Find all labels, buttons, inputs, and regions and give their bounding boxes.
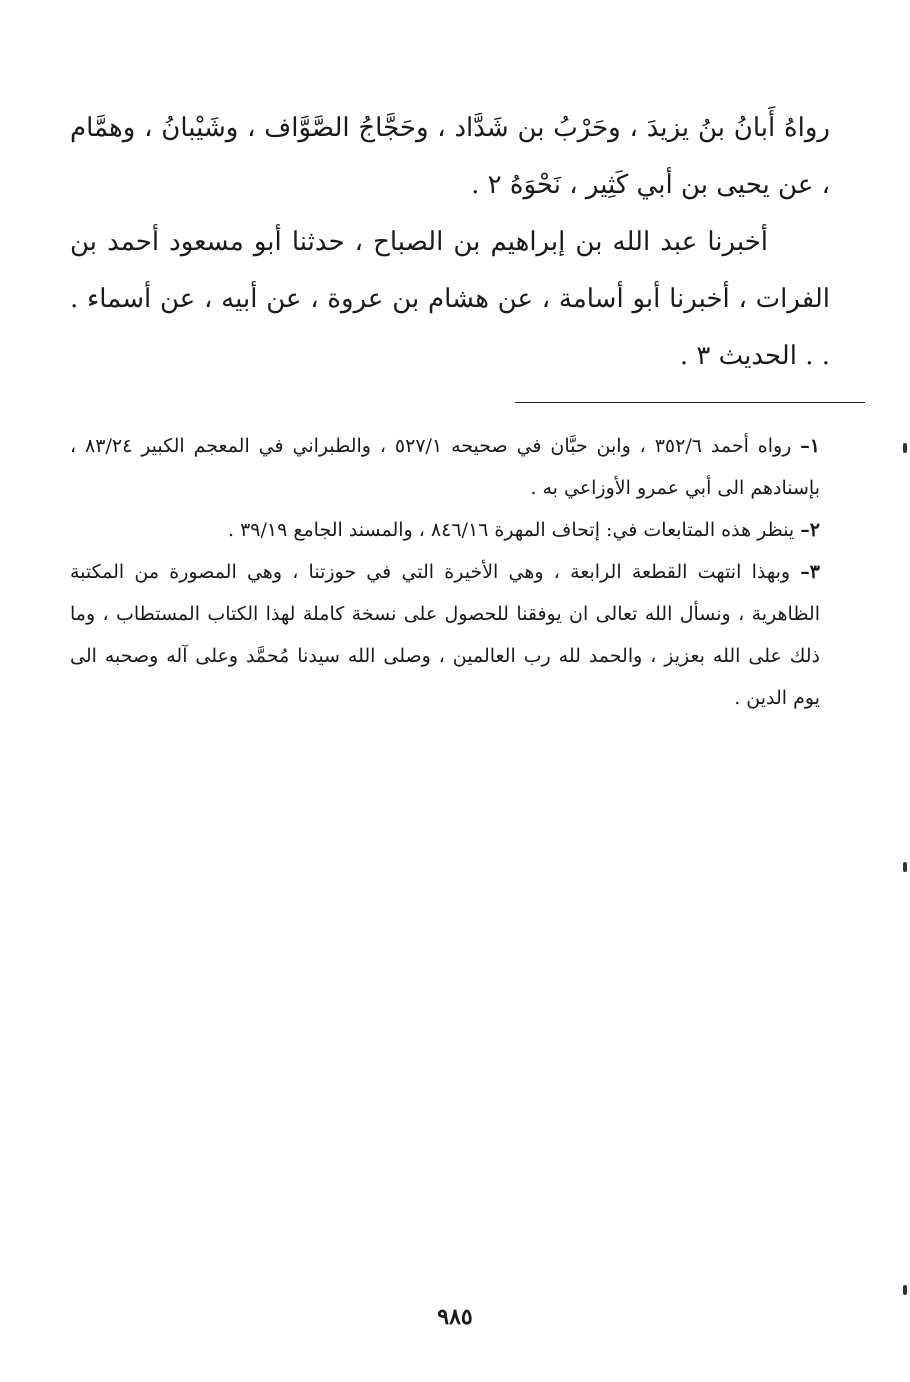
footnote-3-number: ٣– [800,561,820,583]
scan-speck [903,862,907,872]
footnote-2-number: ٢– [800,519,820,541]
footnote-2 [70,509,820,551]
footnote-separator [515,402,865,403]
page-number: ٩٨٥ [437,1304,473,1330]
main-paragraph-1: رواهُ أَبانُ بنُ يزيدَ ، وحَرْبُ بن شَدَّاد ، وحَجَّاجُ الصَّوَّاف ، وشَيْبانُ ، وهمَّام ، عن يحيى بن أبي كَثِير ، نَحْوَهُ ٢ . [70,113,830,200]
footnote-1-text: رواه أحمد ٣٥٢/٦ ، وابن حبَّان في صحيحه ٥٢٧/١ ، والطبراني في المعجم الكبير ٨٣/٢٤ ، بإسنادهم الى أبي عمرو الأوزاعي به . [70,435,820,499]
footnote-1-number: ١– [800,435,820,457]
footnote-3 [70,551,820,719]
footnotes [70,425,820,719]
main-text [70,100,830,385]
footnote-3-text: وبهذا انتهت القطعة الرابعة ، وهي الأخيرة التي في حوزتنا ، وهي المصورة من المكتبة الظاهرية ، ونسأل الله تعالى ان يوفقنا للحصول على نسخة كاملة لهذا الكتاب المستطاب ، وما ذلك على الله بعزيز ، والحمد لله رب العالمين ، وصلى الله سيدنا مُحمَّد وعلى آله وصحبه الى يوم الدين . [70,561,820,709]
main-paragraph-2: أخبرنا عبد الله بن إبراهيم بن الصباح ، حدثنا أبو مسعود أحمد بن الفرات ، أخبرنا أبو أسامة ، عن هشام بن عروة ، عن أبيه ، عن أسماء . . . الحديث ٣ . [70,227,830,371]
scan-speck [903,1285,907,1295]
footnote-1 [70,425,820,509]
scan-speck [903,443,907,453]
footnote-2-text: ينظر هذه المتابعات في: إتحاف المهرة ٨٤٦/١٦ ، والمسند الجامع ٣٩/١٩ . [228,519,795,541]
